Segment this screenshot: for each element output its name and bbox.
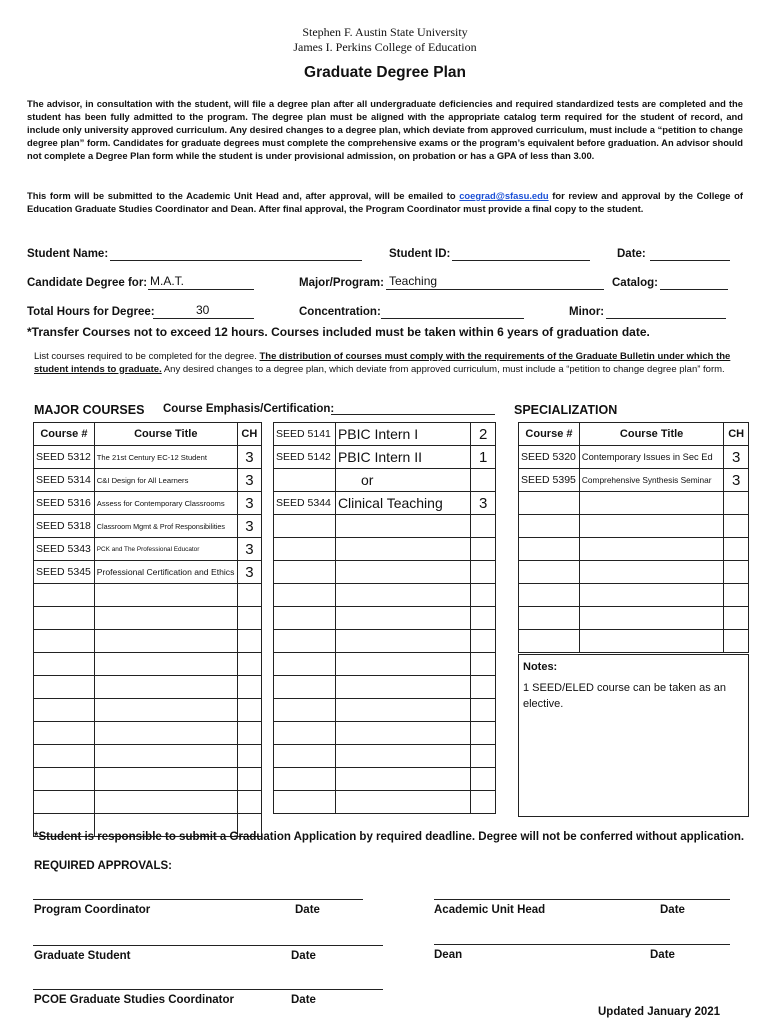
table-row[interactable] bbox=[519, 446, 749, 469]
course-title: Classroom Mgmt & Prof Responsibilities bbox=[94, 515, 237, 538]
date-label: Date bbox=[650, 949, 675, 961]
email-link[interactable]: coegrad@sfasu.edu bbox=[459, 190, 549, 201]
table-row[interactable] bbox=[34, 630, 262, 653]
submission-text-b: for review and approval by the College of Education Graduate Studies Coordinator and Dean. After final approval, the Program Coordinator must provide a final copy to the student. bbox=[27, 190, 743, 214]
catalog-label: Catalog: bbox=[612, 277, 658, 289]
table-row[interactable] bbox=[519, 538, 749, 561]
credit-hours: 3 bbox=[237, 469, 261, 492]
table-row[interactable] bbox=[274, 607, 496, 630]
instructions-tail: Any desired changes to a degree plan, which deviate from approved curriculum, must include a “petition to change degree plan” form. bbox=[161, 363, 725, 375]
submission-text-a: This form will be submitted to the Academic Unit Head and, after approval, will be emailed to bbox=[27, 190, 460, 201]
table-row[interactable] bbox=[34, 722, 262, 745]
credit-hours: 3 bbox=[237, 561, 261, 584]
table-row[interactable] bbox=[34, 768, 262, 791]
instructions bbox=[34, 351, 734, 376]
dean-signature-line[interactable] bbox=[434, 944, 730, 945]
table-row[interactable] bbox=[34, 607, 262, 630]
table-row[interactable] bbox=[274, 561, 496, 584]
table-row[interactable] bbox=[519, 469, 749, 492]
required-approvals-heading: REQUIRED APPROVALS: bbox=[34, 860, 173, 872]
academic-unit-head-label: Academic Unit Head bbox=[434, 904, 546, 916]
table-row[interactable] bbox=[274, 446, 496, 469]
course-title: PBIC Intern I bbox=[335, 423, 470, 446]
total-hours-value: 30 bbox=[196, 303, 210, 317]
table-row[interactable] bbox=[274, 699, 496, 722]
table-row[interactable] bbox=[274, 469, 496, 492]
table-row[interactable] bbox=[519, 561, 749, 584]
table-row[interactable] bbox=[274, 676, 496, 699]
table-row[interactable] bbox=[34, 791, 262, 814]
credit-hours: 3 bbox=[724, 446, 749, 469]
date-label: Date bbox=[660, 904, 685, 916]
table-row[interactable] bbox=[519, 515, 749, 538]
course-code: SEED 5395 bbox=[519, 469, 580, 492]
student-name-field[interactable] bbox=[110, 260, 362, 261]
pcoe-coordinator-signature-line[interactable] bbox=[33, 989, 383, 990]
table-row[interactable] bbox=[34, 745, 262, 768]
course-title: Contemporary Issues in Sec Ed bbox=[579, 446, 723, 469]
credit-hours: 2 bbox=[471, 423, 496, 446]
table-row[interactable] bbox=[274, 423, 496, 446]
course-code bbox=[274, 469, 336, 492]
major-courses-heading: MAJOR COURSES bbox=[34, 403, 145, 417]
page-title: Graduate Degree Plan bbox=[304, 64, 466, 81]
notes-label: Notes: bbox=[523, 661, 558, 673]
graduation-note: *Student is responsible to submit a Graduation Application by required deadline. Degree will not be conferred without application. bbox=[34, 831, 745, 843]
course-code: SEED 5318 bbox=[34, 515, 95, 538]
course-title: Assess for Contemporary Classrooms bbox=[94, 492, 237, 515]
table-row[interactable] bbox=[274, 538, 496, 561]
course-code: SEED 5316 bbox=[34, 492, 95, 515]
course-emphasis-label: Course Emphasis/Certification: bbox=[163, 403, 335, 415]
table-row[interactable] bbox=[34, 446, 262, 469]
course-title: PBIC Intern II bbox=[335, 446, 470, 469]
instructions-requirement: The distribution of courses must comply with the requirements of the Graduate Bulletin under which the student intends to graduate. bbox=[34, 351, 731, 375]
course-code: SEED 5344 bbox=[274, 492, 336, 515]
university-name: Stephen F. Austin State University bbox=[302, 25, 468, 39]
college-name: James I. Perkins College of Education bbox=[293, 40, 477, 54]
major-field[interactable] bbox=[386, 289, 604, 290]
course-title: Comprehensive Synthesis Seminar bbox=[579, 469, 723, 492]
col-course-title: Course Title bbox=[94, 423, 237, 446]
major-label: Major/Program: bbox=[299, 277, 384, 289]
table-row[interactable] bbox=[274, 515, 496, 538]
course-title: PCK and The Professional Educator bbox=[94, 538, 237, 561]
table-row[interactable] bbox=[519, 630, 749, 653]
table-row[interactable] bbox=[519, 492, 749, 515]
credit-hours: 3 bbox=[237, 492, 261, 515]
col-credit-hours: CH bbox=[237, 423, 261, 446]
instructions-lead: List courses required to be completed for the degree. bbox=[34, 351, 260, 362]
table-row[interactable] bbox=[34, 515, 262, 538]
submission-paragraph bbox=[27, 189, 743, 215]
table-row[interactable] bbox=[34, 584, 262, 607]
catalog-field[interactable] bbox=[660, 289, 728, 290]
table-row[interactable] bbox=[34, 653, 262, 676]
date-label: Date bbox=[295, 904, 320, 916]
table-row[interactable] bbox=[274, 722, 496, 745]
table-row[interactable] bbox=[34, 561, 262, 584]
table-row[interactable] bbox=[274, 492, 496, 515]
credit-hours: 3 bbox=[724, 469, 749, 492]
table-row[interactable] bbox=[274, 653, 496, 676]
date-label: Date bbox=[291, 950, 316, 962]
credit-hours bbox=[471, 469, 496, 492]
concentration-label: Concentration: bbox=[299, 306, 381, 318]
course-title: The 21st Century EC-12 Student bbox=[94, 446, 237, 469]
col-credit-hours: CH bbox=[724, 423, 749, 446]
student-id-label: Student ID: bbox=[389, 248, 451, 260]
candidate-degree-field[interactable] bbox=[148, 289, 254, 290]
pcoe-coordinator-label: PCOE Graduate Studies Coordinator bbox=[34, 994, 234, 1006]
credit-hours: 3 bbox=[237, 446, 261, 469]
course-code: SEED 5314 bbox=[34, 469, 95, 492]
transfer-note: *Transfer Courses not to exceed 12 hours. Courses included must be taken within 6 years of graduation date. bbox=[27, 325, 650, 339]
table-row[interactable] bbox=[274, 791, 496, 814]
total-hours-label: Total Hours for Degree: bbox=[27, 306, 155, 318]
date-label: Date: bbox=[617, 248, 646, 260]
dean-label: Dean bbox=[434, 949, 463, 961]
course-code: SEED 5141 bbox=[274, 423, 336, 446]
date-label: Date bbox=[291, 994, 316, 1006]
course-code: SEED 5320 bbox=[519, 446, 580, 469]
course-code: SEED 5345 bbox=[34, 561, 95, 584]
concentration-field[interactable] bbox=[381, 318, 524, 319]
credit-hours: 3 bbox=[237, 515, 261, 538]
credit-hours: 3 bbox=[471, 492, 496, 515]
candidate-degree-value: M.A.T. bbox=[150, 274, 185, 288]
specialization-heading: SPECIALIZATION bbox=[514, 403, 618, 417]
course-code: SEED 5312 bbox=[34, 446, 95, 469]
notes-text: 1 SEED/ELED course can be taken as an elective. bbox=[523, 682, 727, 710]
table-row[interactable] bbox=[34, 699, 262, 722]
course-title: C&I Design for All Learners bbox=[94, 469, 237, 492]
course-title: Professional Certification and Ethics bbox=[94, 561, 237, 584]
course-emphasis-field[interactable] bbox=[331, 414, 495, 415]
program-coordinator-signature-line[interactable] bbox=[33, 899, 363, 900]
table-row[interactable] bbox=[519, 584, 749, 607]
updated-date: Updated January 2021 bbox=[598, 1006, 721, 1018]
table-row[interactable] bbox=[274, 584, 496, 607]
graduate-student-signature-line[interactable] bbox=[33, 945, 383, 946]
total-hours-field[interactable] bbox=[153, 318, 254, 319]
table-row[interactable] bbox=[34, 538, 262, 561]
table-row[interactable] bbox=[274, 745, 496, 768]
academic-unit-head-signature-line[interactable] bbox=[434, 899, 730, 900]
table-row[interactable] bbox=[34, 676, 262, 699]
minor-label: Minor: bbox=[569, 306, 605, 318]
minor-field[interactable] bbox=[606, 318, 726, 319]
major-value: Teaching bbox=[389, 274, 438, 288]
major-courses-table-2 bbox=[273, 422, 496, 814]
credit-hours: 3 bbox=[237, 538, 261, 561]
specialization-table bbox=[518, 422, 749, 653]
course-code: SEED 5142 bbox=[274, 446, 336, 469]
table-row[interactable] bbox=[519, 607, 749, 630]
table-row[interactable] bbox=[274, 768, 496, 791]
notes-box[interactable] bbox=[518, 654, 749, 817]
date-field[interactable] bbox=[650, 260, 730, 261]
student-id-field[interactable] bbox=[452, 260, 590, 261]
table-row[interactable] bbox=[274, 630, 496, 653]
candidate-degree-label: Candidate Degree for: bbox=[27, 277, 148, 289]
col-course-number: Course # bbox=[519, 423, 580, 446]
credit-hours: 1 bbox=[471, 446, 496, 469]
graduate-student-label: Graduate Student bbox=[34, 950, 131, 962]
col-course-title: Course Title bbox=[579, 423, 723, 446]
program-coordinator-label: Program Coordinator bbox=[34, 904, 151, 916]
course-code: SEED 5343 bbox=[34, 538, 95, 561]
col-course-number: Course # bbox=[34, 423, 95, 446]
table-row[interactable] bbox=[34, 492, 262, 515]
table-row[interactable] bbox=[34, 469, 262, 492]
intro-paragraph: The advisor, in consultation with the student, will file a degree plan after all undergraduate deficiencies and required standardized tests are completed and the student has been fully admitted to the program. The degree plan must be aligned with the appropriate catalog term required for the student of record, and include only university approved curriculum. Any desired changes to a degree plan, which deviate from approved curriculum, must include a “petition to change degree plan” form. Candidates for graduate degrees must complete the comprehensive exams or the program’s equivalent before graduation. An advisor should not complete a Degree Plan form while the student is under provisional admission, on probation or has a GPA of less than 3.00. bbox=[27, 98, 743, 161]
major-courses-table bbox=[33, 422, 262, 837]
course-title: or bbox=[335, 469, 470, 492]
course-title: Clinical Teaching bbox=[335, 492, 470, 515]
student-name-label: Student Name: bbox=[27, 248, 109, 260]
